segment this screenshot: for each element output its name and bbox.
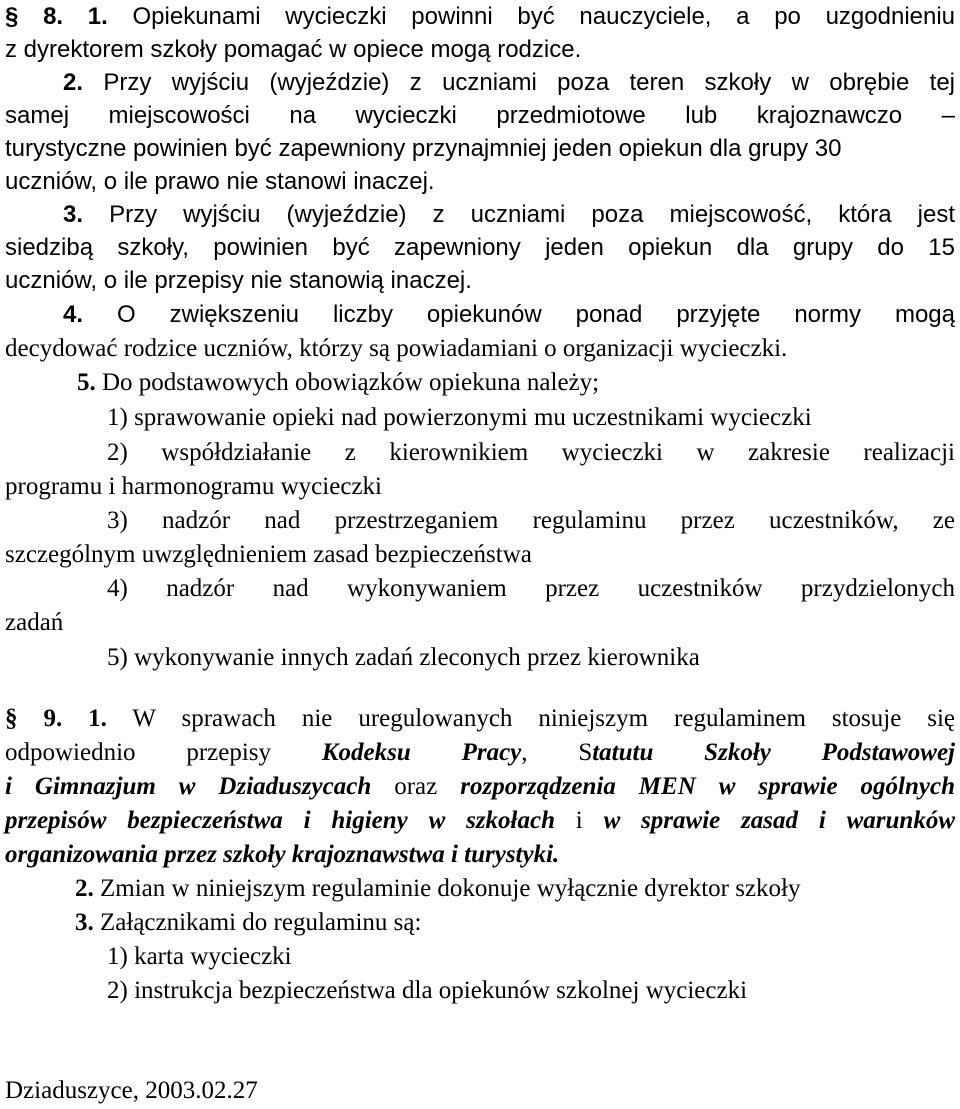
sec8-p5-item2-line2: programu i harmonogramu wycieczki [5, 473, 382, 500]
sec8-p2-line1 [5, 66, 955, 100]
sec9-p2-number: 2. [75, 875, 94, 902]
sec8-p4-text1: O zwiększeniu liczby opiekunów ponad przyjęte normy mogą [116, 301, 956, 328]
sec8-p5-intro: Do podstawowych obowiązków opiekuna należy; [102, 369, 600, 396]
sec9-statut-title: Statutu Szkoły Podstawowej [578, 739, 956, 766]
sec9-p1-number: 1. [88, 705, 107, 732]
sec9-conj-i: i [575, 807, 583, 834]
sec9-number: 9. [43, 705, 63, 732]
sec8-p1-line1 [5, 0, 955, 34]
sec9-conj-oraz: oraz [394, 773, 438, 800]
sec9-kodeks-pracy: Kodeksu Pracy, [321, 739, 528, 766]
sec8-p5-item5: 5) wykonywanie innych zadań zleconych przez kierownika [107, 644, 700, 671]
sec8-p3-text1: Przy wyjściu (wyjeździe) z uczniami poza miejscowość, która jest [109, 201, 956, 228]
sec9-rozporzadzenie-2: w sprawie zasad i warunków [603, 807, 956, 834]
sec8-p5-item3-line2: szczególnym uwzględnieniem zasad bezpieczeństwa [5, 541, 532, 568]
sec8-p5-intro-line [5, 366, 955, 400]
sec9-p1-line2 [5, 736, 955, 770]
sec9-p1-line5: organizowania przez szkoły krajoznawstwa i turystyki. [5, 841, 560, 868]
sec9-p2-line [5, 872, 955, 906]
sec8-p2-line4: uczniów, o ile prawo nie stanowi inaczej. [5, 168, 435, 195]
sec9-p2-text: Zmian w niniejszym regulaminie dokonuje wyłącznie dyrektor szkoły [100, 875, 801, 902]
sec8-p5-item4-line1: 4) nadzór nad wykonywaniem przez uczestników przydzielonych [107, 575, 955, 602]
sec8-p4-line2: decydować rodzice uczniów, którzy są powiadamiani o organizacji wycieczki. [5, 335, 788, 362]
sec9-p3-text: Załącznikami do regulaminu są: [100, 909, 422, 936]
sec9-p3-number: 3. [75, 909, 94, 936]
sec8-p2-number: 2. [63, 69, 84, 96]
sec9-p1-line3 [5, 770, 955, 804]
sec9-p1-text1: W sprawach nie uregulowanych niniejszym regulaminem stosuje się [132, 705, 956, 732]
sec8-p2-line3: turystyczne powinien być zapewniony przynajmniej jeden opiekun dla grupy 30 [5, 135, 842, 162]
sec9-rozporzadzenie-cont: przepisów bezpieczeństwa i higieny w szkołach [5, 807, 555, 834]
sec9-p1-text2: odpowiednio przepisy [5, 739, 272, 766]
sec8-p1-text1: Opiekunami wycieczki powinni być nauczyciele, a po uzgodnieniu [132, 3, 956, 30]
sec8-p4-line1 [5, 298, 955, 332]
sec8-p1-line2: z dyrektorem szkoły pomagać w opiece mogą rodzice. [5, 36, 582, 63]
sec9-p1-line4 [5, 804, 955, 838]
place-date: Dziaduszyce, 2003.02.27 [5, 1077, 258, 1104]
sec8-p3-number: 3. [63, 201, 84, 228]
sec8-p3-line2: siedzibą szkoły, powinien być zapewniony jeden opiekun dla grupy do 15 [5, 234, 955, 261]
sec8-p2-line2: samej miejscowości na wycieczki przedmiotowe lub krajoznawczo – [5, 102, 955, 129]
sec8-p2-text1: Przy wyjściu (wyjeździe) z uczniami poza teren szkoły w obrębie tej [103, 69, 955, 96]
sec8-number: 8. [43, 3, 64, 30]
sec9-p1-line1 [5, 702, 955, 736]
sec8-symbol: § [5, 3, 19, 30]
sec9-statut-title-cont: i Gimnazjum w Dziaduszycach [5, 773, 372, 800]
sec8-p1-number: 1. [87, 3, 108, 30]
sec8-p5-item1: 1) sprawowanie opieki nad powierzonymi mu uczestnikami wycieczki [107, 404, 812, 431]
sec8-p5-item4-line2: zadań [5, 609, 64, 636]
sec8-p4-number: 4. [63, 301, 84, 328]
sec9-p3-item1: 1) karta wycieczki [107, 943, 292, 970]
sec8-p5-item2-line1: 2) współdziałanie z kierownikiem wycieczki w zakresie realizacji [107, 439, 955, 466]
sec8-p3-line1 [5, 198, 955, 232]
sec8-p5-number: 5. [77, 369, 96, 396]
sec9-p3-item2: 2) instrukcja bezpieczeństwa dla opiekunów szkolnej wycieczki [107, 977, 748, 1004]
sec9-p3-line [5, 906, 955, 940]
sec8-p5-item3-line1: 3) nadzór nad przestrzeganiem regulaminu przez uczestników, ze [107, 507, 955, 534]
sec9-symbol: § [5, 705, 18, 732]
sec8-p3-line3: uczniów, o ile przepisy nie stanowią inaczej. [5, 267, 472, 294]
sec9-rozporzadzenie: rozporządzenia MEN w sprawie ogólnych [460, 773, 956, 800]
